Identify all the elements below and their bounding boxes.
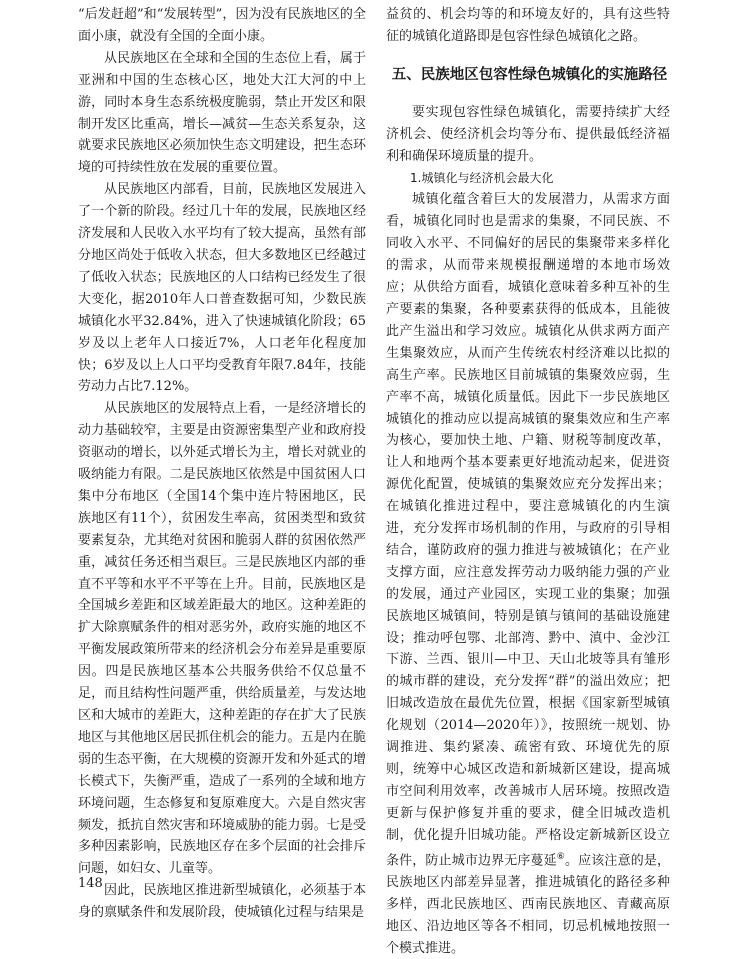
paragraph-urbanization-body [386,189,670,959]
right-column [386,4,670,959]
body-text: 城镇化蕴含着巨大的发展潜力，从需求方面看，城镇化同时也是需求的集聚，不同民族、不同收入水平、不同偏好的居民的集聚带来多样化的需求，从而带来规模报酬递增的本地市场效应；从供给方面看，城镇化意味着多种互补的生产要素的集聚，各种要素获得的低成本，且能彼此产生溢出和学习效应。城镇化从供求两方面产生集聚效应，从而产生传统农村经济难以比拟的高生产率。民族地区目前城镇的集聚效应弱，生产率不高，城镇化质量低。因此下一步民族地区城镇化的推动应以提高城镇的聚集效应和生产率为核心，要加快土地、户籍、财税等制度改革，让人和地两个基本要素更好地流动起来，促进资源优化配置，使城镇的集聚效应充分发挥出来；在城镇化推进过程中，要注意城镇化的内生演进，充分发挥市场机制的作用，与政府的引导相结合，谨防政府的强力推进与被城镇化；在产业支撑方面，应注意发挥劳动力吸纳能力强的产业的发展，通过产业园区，实现工业的集聚；加强民族地区城镇间，特别是镇与镇间的基础设施建设；推动呼包鄂、北部湾、黔中、滇中、金沙江下游、兰西、银川—中卫、天山北坡等具有雏形的城市群的建设，充分发挥“群”的溢出效应；把旧城改造放在最优先位置，根据《国家新型城镇化规划（2014—2020年）》，按照统一规划、协调推进、集约紧凑、疏密有致、环境优先的原则，统筹中心城区改造和新城新区建设，提高城市空间利用效率，改善城市人居环境。按照改造更新与保护修复并重的要求，健全旧城改造机制，优化提升旧城功能。严格设定新城新区设立条件，防止城市边界无序蔓延 [386,192,670,868]
paragraph-development-features: 从民族地区的发展特点上看，一是经济增长的动力基础较窄，主要是由资源密集型产业和政府投资驱动的增长，以外延式增长为主，增长对就业的吸纳能力有限。二是民族地区依然是中国贫困人口集中分布地区（全国14个集中连片特困地区，民族地区有11个），贫困发生率高，贫困类型和致贫要素复杂，尤其绝对贫困和脆弱人群的贫困依然严重，减贫任务还相当艰巨。三是民族地区内部的垂直不平等和水平不平等在上升。目前，民族地区是全国城乡差距和区域差距最大的地区。这种差距的扩大除禀赋条件的相对恶劣外，政府实施的地区不平衡发展政策所带来的经济机会分布差异是重要原因。四是民族地区基本公共服务供给不仅总量不足，而且结构性问题严重，供给质量差，与发达地区和大城市的差距大，这种差距的存在扩大了民族地区与其他地区居民抓住机会的能力。五是内在脆弱的生态平衡，在大规模的资源开发和外延式的增长模式下，失衡严重，造成了一系列的全域和地方环境问题，生态修复和复原难度大。六是自然灾害频发，抵抗自然灾害和环境威胁的能力弱。七是受多种因素影响，民族地区存在多个层面的社会排斥问题，如妇女、儿童等。 [78,401,366,877]
paragraph-conclusion-start: 因此，民族地区推进新型城镇化，必须基于本身的禀赋条件和发展阶段，使城镇化过程与结果是 [78,883,366,921]
paragraph-ecological-position: 从民族地区在全球和全国的生态位上看，属于亚洲和中国的生态核心区，地处大江大河的中上游，同时本身生态系统极度脆弱，禁止开发区和限制开发区比重高，增长—减贫—生态关系复杂，这就要求民族地区必须加快生态文明建设，把生态环境的可持续性放在发展的重要位置。 [78,50,366,176]
paragraph-section-intro: 要实现包容性绿色城镇化，需要持续扩大经济机会、使经济机会均等分布、提供最低经济福利和确保环境质量的提升。 [386,104,670,164]
section-title: 五、民族地区包容性绿色城镇化的实施路径 [391,66,668,83]
left-column [78,4,366,924]
paragraph-continuation: “后发赶超”和“发展转型”，因为没有民族地区的全面小康，就没有全国的全面小康。 [78,7,366,44]
footnote-marker[interactable]: ⑥ [556,851,566,862]
paragraph-continuation-right: 益贫的、机会均等的和环境友好的，具有这些特征的城镇化道路即是包容性绿色城镇化之路。 [386,7,670,44]
page-number: 148 [78,876,103,891]
paragraph-internal-view: 从民族地区内部看，目前，民族地区发展进入了一个新的阶段。经过几十年的发展，民族地区经济发展和人民收入水平均有了较大提高，虽然有部分地区尚处于低收入状态，但大多数地区已经越过了低收入状态；民族地区的人口结构已经发生了很大变化，据2010年人口普查数据可知，少数民族城镇化水平32.84%，进入了快速城镇化阶段；65岁及以上老年人口接近7%，人口老年化程度加快；6岁及以上人口平均受教育年限7.84年，技能劳动力占比7.12%。 [78,182,366,395]
body-text-end: 。应该注意的是，民族地区内部差异显著，推进城镇化的路径多种多样，西北民族地区、西南民族地区、青藏高原地区、沿边地区等各不相同，切忌机械地按照一个模式推进。 [386,852,670,956]
subsection-title: 1.城镇化与经济机会最大化 [410,170,554,185]
